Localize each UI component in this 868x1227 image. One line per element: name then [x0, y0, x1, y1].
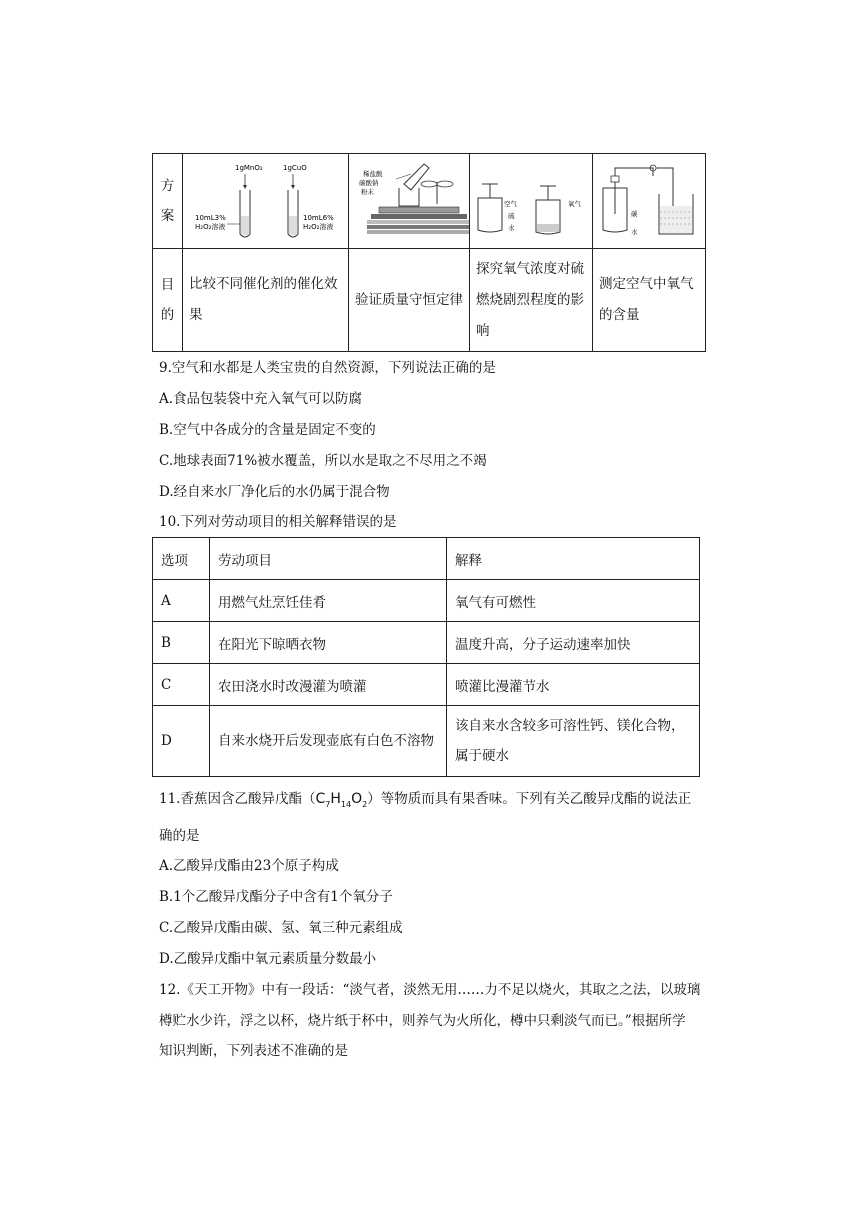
col-header-option: 选项 [153, 538, 210, 580]
row-explanation: 氧气有可燃性 [447, 580, 700, 622]
q12-line-2: 樽贮水少许，浮之以杯，烧片纸于杯中，则养气为火所化，樽中只剩淡气而已。”根据所学 [159, 1013, 686, 1029]
balance-diagram-cell [349, 154, 470, 249]
left-solution-name: H₂O₂溶液 [195, 223, 226, 231]
q11-stem [159, 789, 691, 815]
labor-table-header-row [153, 538, 700, 580]
row-project: 自来水烧开后发现壶底有白色不溶物 [210, 706, 447, 777]
mno2-label: 1gMnO₂ [235, 164, 263, 172]
q9-option-c: C.地球表面71%被水覆盖，所以水是取之不尽用之不竭 [159, 453, 487, 469]
purpose-2: 验证质量守恒定律 [349, 249, 470, 352]
purpose-header-char-2: 的 [160, 307, 175, 323]
q11-option-a: A.乙酸异戊酯由23个原子构成 [159, 858, 339, 874]
q12-line-3: 知识判断，下列表述不准确的是 [159, 1043, 348, 1059]
plan-header-char-1: 方 [160, 178, 175, 194]
row-option: D [153, 706, 210, 777]
row-option: B [153, 622, 210, 664]
plan-row [153, 154, 706, 249]
sodium-carbonate-label: 碳酸钠 [359, 179, 379, 187]
catalyst-diagram-cell [183, 154, 349, 249]
cuo-label: 1gCuO [283, 164, 307, 172]
water-label-2: 水 [631, 228, 638, 236]
purpose-row [153, 249, 706, 352]
row-explanation: 喷灌比漫灌节水 [447, 664, 700, 706]
q11-option-b: B.1个乙酸异戊酯分子中含有1个氧分子 [159, 889, 393, 905]
q9-option-b: B.空气中各成分的含量是固定不变的 [159, 422, 376, 438]
plan-header [153, 154, 183, 249]
formula-h-count: 14 [340, 799, 352, 809]
plan-header-char-2: 案 [160, 208, 175, 224]
row-option: C [153, 664, 210, 706]
formula-o: O [351, 791, 363, 807]
row-explanation: 该自来水含较多可溶性钙、镁化合物，属于硬水 [447, 706, 700, 777]
purpose-1: 比较不同催化剂的催化效果 [183, 249, 349, 352]
q9-option-d: D.经自来水厂净化后的水仍属于混合物 [159, 484, 390, 500]
isoamyl-acetate-formula [315, 791, 367, 807]
row-project: 在阳光下晾晒衣物 [210, 622, 447, 664]
catalyst-test-tubes-diagram [183, 154, 348, 244]
mass-balance-diagram [349, 154, 469, 244]
q11-option-c: C.乙酸异戊酯由碳、氢、氧三种元素组成 [159, 920, 403, 936]
left-solution-volume: 10mL3% [195, 214, 226, 222]
purpose-header [153, 249, 183, 352]
formula-c-count: 7 [325, 799, 331, 809]
oxygen-content-apparatus-diagram [593, 154, 705, 244]
sulfur-label: 硫 [508, 212, 515, 220]
purpose-3: 探究氧气浓度对硫燃烧剧烈程度的影响 [470, 249, 593, 352]
q9-stem: 9.空气和水都是人类宝贵的自然资源，下列说法正确的是 [159, 360, 496, 376]
formula-h: H [330, 791, 341, 807]
table-row [153, 622, 700, 664]
row-explanation: 温度升高，分子运动速率加快 [447, 622, 700, 664]
water-label: 水 [508, 224, 515, 232]
powder-label: 粉末 [361, 188, 374, 196]
oxygen-content-diagram-cell [593, 154, 706, 249]
q11-option-d: D.乙酸异戊酯中氧元素质量分数最小 [159, 951, 377, 967]
purpose-4: 测定空气中氧气的含量 [593, 249, 706, 352]
right-solution-name: H₂O₂溶液 [303, 223, 334, 231]
row-option: A [153, 580, 210, 622]
q10-stem: 10.下列对劳动项目的相关解释错误的是 [159, 514, 397, 530]
formula-o-count: 2 [362, 799, 368, 809]
q12-line-1: 12.《天工开物》中有一段话：“淡气者，淡然无用……力不足以烧火，其取之之法，以玻璃 [159, 982, 701, 998]
carbon-label: 碳 [631, 210, 638, 218]
col-header-project: 劳动项目 [210, 538, 447, 580]
labor-project-table [152, 537, 700, 777]
hydrochloric-acid-label: 稀盐酸 [363, 170, 383, 178]
table-row [153, 580, 700, 622]
formula-c: C [315, 791, 326, 807]
sulfur-combustion-diagram [470, 154, 592, 244]
table-row [153, 706, 700, 777]
q11-stem-line2: 确的是 [159, 828, 200, 844]
oxygen-label: 氧气 [568, 200, 581, 208]
q9-option-a: A.食品包装袋中充入氧气可以防腐 [159, 391, 363, 407]
purpose-header-char-1: 目 [160, 277, 175, 293]
row-project: 用燃气灶烹饪佳肴 [210, 580, 447, 622]
col-header-explanation: 解释 [447, 538, 700, 580]
q11-stem-before: 11.香蕉因含乙酸异戊酯（ [159, 791, 316, 807]
table-row [153, 664, 700, 706]
air-label: 空气 [504, 200, 517, 208]
row-project: 农田浇水时改漫灌为喷灌 [210, 664, 447, 706]
experiment-table [152, 153, 706, 352]
right-solution-volume: 10mL6% [303, 214, 334, 222]
q11-stem-after: ）等物质而具有果香味。下列有关乙酸异戊酯的说法正 [367, 791, 692, 807]
sulfur-combustion-diagram-cell [470, 154, 593, 249]
